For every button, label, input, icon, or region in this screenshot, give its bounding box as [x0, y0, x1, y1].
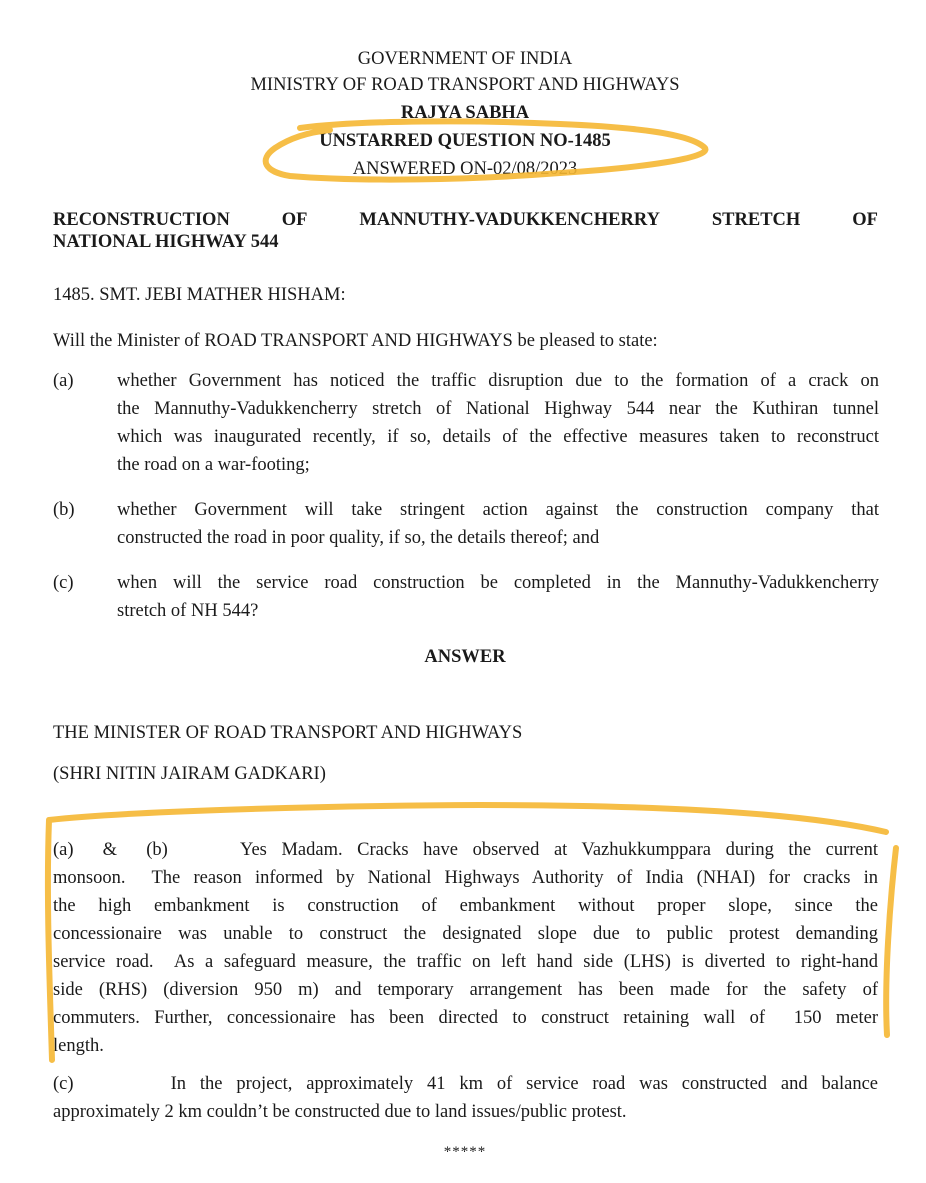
text-line: whether Government has noticed the traffic disruption due to the formation of a crack on	[117, 371, 879, 391]
text-line: approximately 2 km couldn’t be constructed due to land issues/public protest.	[53, 1102, 627, 1122]
header-question-number: UNSTARRED QUESTION NO-1485	[319, 131, 611, 151]
text-line: the Mannuthy-Vadukkencherry stretch of National Highway 544 near the Kuthiran tunnel	[117, 399, 879, 419]
minister-title: THE MINISTER OF ROAD TRANSPORT AND HIGHWAYS	[53, 723, 523, 743]
text-line: concessionaire was unable to construct the designated slope due to public protest demanding	[53, 924, 878, 944]
question-c-text	[117, 569, 879, 625]
title-word: RECONSTRUCTION	[53, 210, 230, 230]
title-word: OF	[281, 210, 308, 230]
text-line: (c) In the project, approximately 41 km of service road was constructed and balance	[53, 1074, 878, 1094]
question-a-label: (a)	[53, 371, 74, 391]
question-a-text	[117, 367, 879, 479]
text-line: monsoon. The reason informed by National Highways Authority of India (NHAI) for cracks in	[53, 868, 878, 888]
text-line: the road on a war-footing;	[117, 455, 310, 475]
text-line: side (RHS) (diversion 950 m) and temporary arrangement has been made for the safety of	[53, 980, 878, 1000]
title-word: STRETCH	[711, 210, 801, 230]
title-word: OF	[852, 210, 878, 230]
title-line-2: NATIONAL HIGHWAY 544	[53, 232, 279, 252]
header-answer-date: ANSWERED ON-02/08/2023	[352, 159, 578, 179]
text-line: the high embankment is construction of embankment without proper slope, since the	[53, 896, 878, 916]
minister-name: (SHRI NITIN JAIRAM GADKARI)	[53, 764, 326, 784]
header-house: RAJYA SABHA	[400, 103, 530, 123]
answer-a-b	[53, 836, 878, 1060]
question-intro: Will the Minister of ROAD TRANSPORT AND HIGHWAYS be pleased to state:	[53, 331, 658, 351]
header-ministry: MINISTRY OF ROAD TRANSPORT AND HIGHWAYS	[250, 75, 680, 95]
question-c-label: (c)	[53, 573, 74, 593]
text-line: (a) & (b) Yes Madam. Cracks have observed at Vazhukkumppara during the current	[53, 840, 878, 860]
title-word: MANNUTHY-VADUKKENCHERRY	[359, 210, 660, 230]
asker-name: 1485. SMT. JEBI MATHER HISHAM:	[53, 285, 346, 305]
text-line: when will the service road construction be completed in the Mannuthy-Vadukkencherry	[117, 573, 879, 593]
answer-c	[53, 1070, 878, 1126]
text-line: constructed the road in poor quality, if so, the details thereof; and	[117, 528, 600, 548]
text-line: stretch of NH 544?	[117, 601, 259, 621]
text-line: service road. As a safeguard measure, the traffic on left hand side (LHS) is diverted to right-hand	[53, 952, 878, 972]
text-line: whether Government will take stringent action against the construction company that	[117, 500, 879, 520]
answer-heading: ANSWER	[424, 647, 506, 667]
question-b-text	[117, 496, 879, 552]
header-govt: GOVERNMENT OF INDIA	[357, 49, 573, 69]
end-marker: *****	[443, 1144, 487, 1160]
question-b-label: (b)	[53, 500, 75, 520]
text-line: length.	[53, 1036, 104, 1056]
text-line: which was inaugurated recently, if so, details of the effective measures taken to reconstruct	[117, 427, 879, 447]
text-line: commuters. Further, concessionaire has been directed to construct retaining wall of 150 meter	[53, 1008, 878, 1028]
question-title	[53, 209, 878, 253]
